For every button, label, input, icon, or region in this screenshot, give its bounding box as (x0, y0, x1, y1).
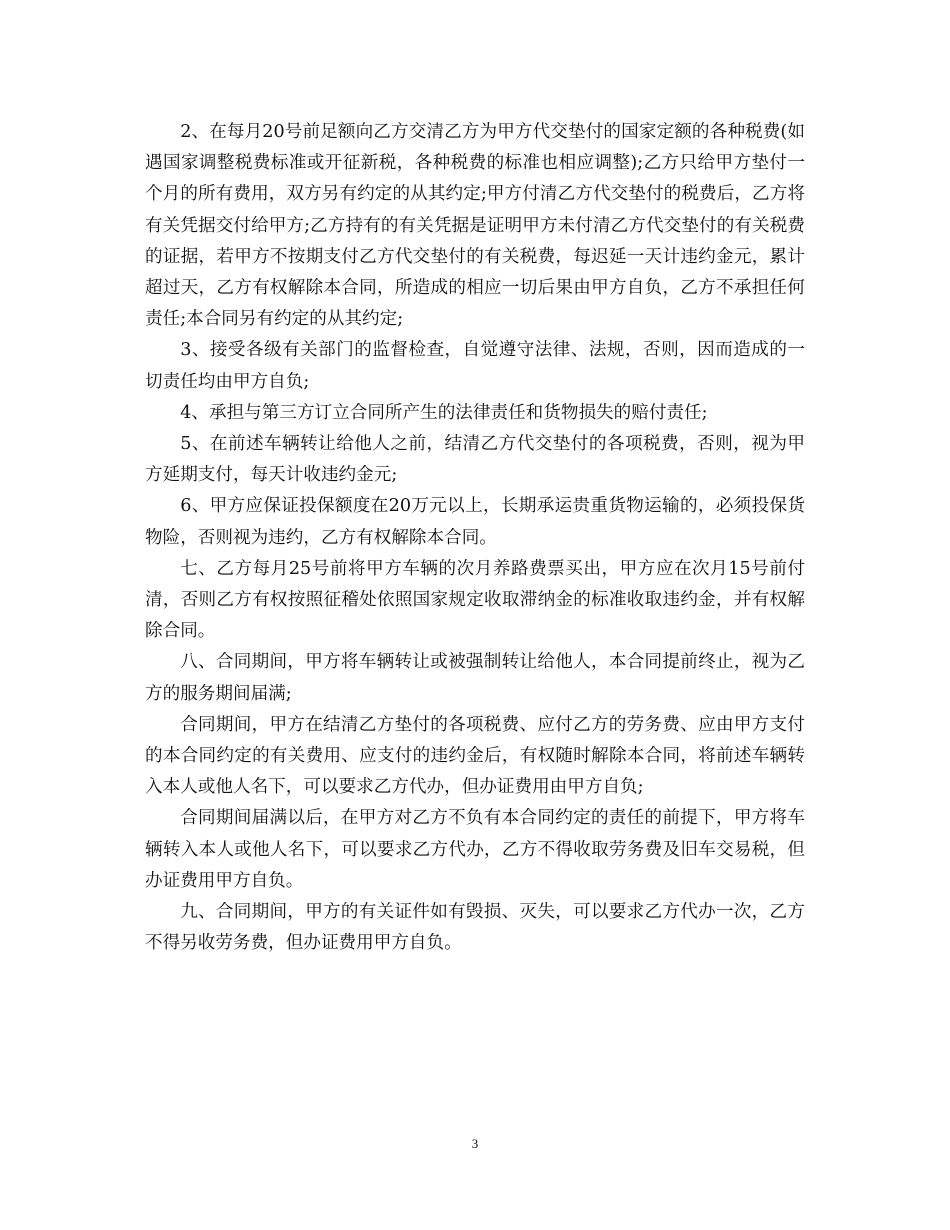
paragraph-article-8-cont-1: 合同期间，甲方在结清乙方垫付的各项税费、应付乙方的劳务费、应由甲方支付的本合同约定的有关费用、应支付的违约金后，有权随时解除本合同，将前述车辆转入本人或他人名下，可以要求乙方代办，但办证费用由甲方自负; (145, 714, 805, 798)
paragraph-clause-5: 5、在前述车辆转让给他人之前，结清乙方代交垫付的各项税费，否则，视为甲方延期支付，每天计收违约金元; (145, 434, 805, 486)
document-body (145, 117, 805, 959)
paragraph-clause-2: 2、在每月20号前足额向乙方交清乙方为甲方代交垫付的国家定额的各种税费(如遇国家调整税费标准或开征新税，各种税费的标准也相应调整);乙方只给甲方垫付一个月的所有费用，双方另有约定的从其约定;甲方付清乙方代交垫付的税费后，乙方将有关凭据交付给甲方;乙方持有的有关凭据是证明甲方未付清乙方代交垫付的有关税费的证据，若甲方不按期支付乙方代交垫付的有关税费，每迟延一天计违约金元，累计超过天，乙方有权解除本合同，所造成的相应一切后果由甲方自负，乙方不承担任何责任;本合同另有约定的从其约定; (145, 122, 805, 330)
page-number: 3 (471, 1136, 479, 1151)
paragraph-article-9: 九、合同期间，甲方的有关证件如有毁损、灭失，可以要求乙方代办一次，乙方不得另收劳务费，但办证费用甲方自负。 (145, 902, 805, 954)
paragraph-article-8: 八、合同期间，甲方将车辆转让或被强制转让给他人，本合同提前终止，视为乙方的服务期间届满; (145, 652, 805, 704)
paragraph-clause-4: 4、承担与第三方订立合同所产生的法律责任和货物损失的赔付责任; (180, 402, 708, 423)
paragraph-clause-3: 3、接受各级有关部门的监督检查，自觉遵守法律、法规，否则，因而造成的一切责任均由甲方自负; (145, 340, 805, 392)
paragraph-article-8-cont-2: 合同期间届满以后，在甲方对乙方不负有本合同约定的责任的前提下，甲方将车辆转入本人或他人名下，可以要求乙方代办，乙方不得收取劳务费及旧车交易税，但办证费用甲方自负。 (145, 808, 805, 891)
paragraph-article-7: 七、乙方每月25号前将甲方车辆的次月养路费票买出，甲方应在次月15号前付清，否则乙方有权按照征稽处依照国家规定收取滞纳金的标准收取违约金，并有权解除合同。 (145, 558, 805, 642)
paragraph-clause-6: 6、甲方应保证投保额度在20万元以上，长期承运贵重货物运输的，必须投保货物险，否则视为违约，乙方有权解除本合同。 (145, 496, 805, 548)
